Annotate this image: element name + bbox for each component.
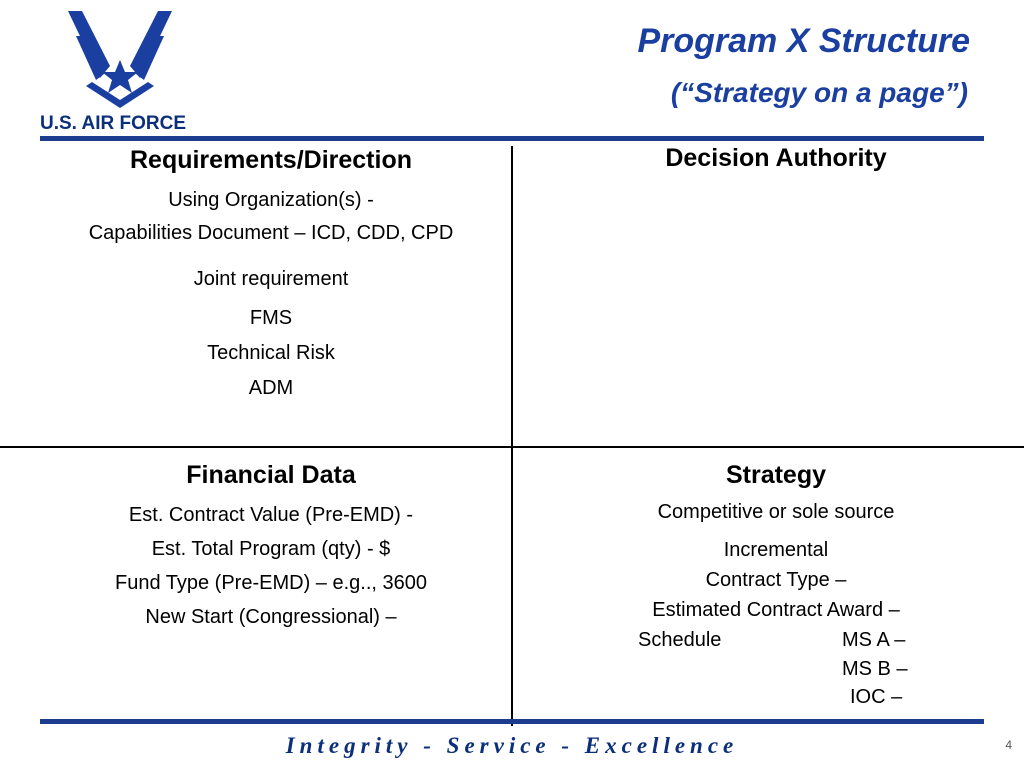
top-divider: [40, 136, 984, 141]
schedule-item: IOC –: [850, 686, 903, 708]
financial-line: Fund Type (Pre-EMD) – e.g.., 3600: [114, 572, 427, 594]
strategy-line: Contract Type –: [705, 569, 847, 591]
requirements-line: FMS: [249, 307, 293, 329]
page-number: 4: [1005, 738, 1012, 752]
financial-line: New Start (Congressional) –: [145, 606, 397, 628]
air-force-symbol-icon: [40, 8, 200, 113]
requirements-line: Capabilities Document – ICD, CDD, CPD: [88, 222, 454, 244]
requirements-line: Technical Risk: [207, 342, 335, 364]
requirements-line: ADM: [248, 377, 294, 399]
strategy-line: Competitive or sole source: [657, 501, 895, 523]
bottom-divider: [40, 719, 984, 724]
strategy-heading: Strategy: [725, 461, 827, 489]
financial-heading: Financial Data: [186, 461, 356, 489]
air-force-wordmark: U.S. AIR FORCE: [40, 113, 187, 134]
financial-line: Est. Total Program (qty) - $: [151, 538, 391, 560]
financial-line: Est. Contract Value (Pre-EMD) -: [128, 504, 414, 526]
schedule-item: MS A –: [842, 629, 906, 651]
page-subtitle: (“Strategy on a page”): [670, 77, 968, 108]
strategy-line: Estimated Contract Award –: [652, 599, 900, 621]
footer-motto: Integrity - Service - Excellence: [285, 733, 739, 758]
schedule-item: MS B –: [842, 658, 908, 680]
requirements-line: Using Organization(s) -: [168, 189, 374, 211]
strategy-line: Incremental: [723, 539, 829, 561]
decision-authority-heading: Decision Authority: [665, 144, 887, 172]
requirements-heading: Requirements/Direction: [129, 146, 412, 174]
schedule-label: Schedule: [638, 629, 722, 651]
page-title: Program X Structure: [637, 22, 970, 60]
requirements-line: Joint requirement: [193, 268, 349, 290]
horizontal-divider: [0, 446, 1024, 448]
